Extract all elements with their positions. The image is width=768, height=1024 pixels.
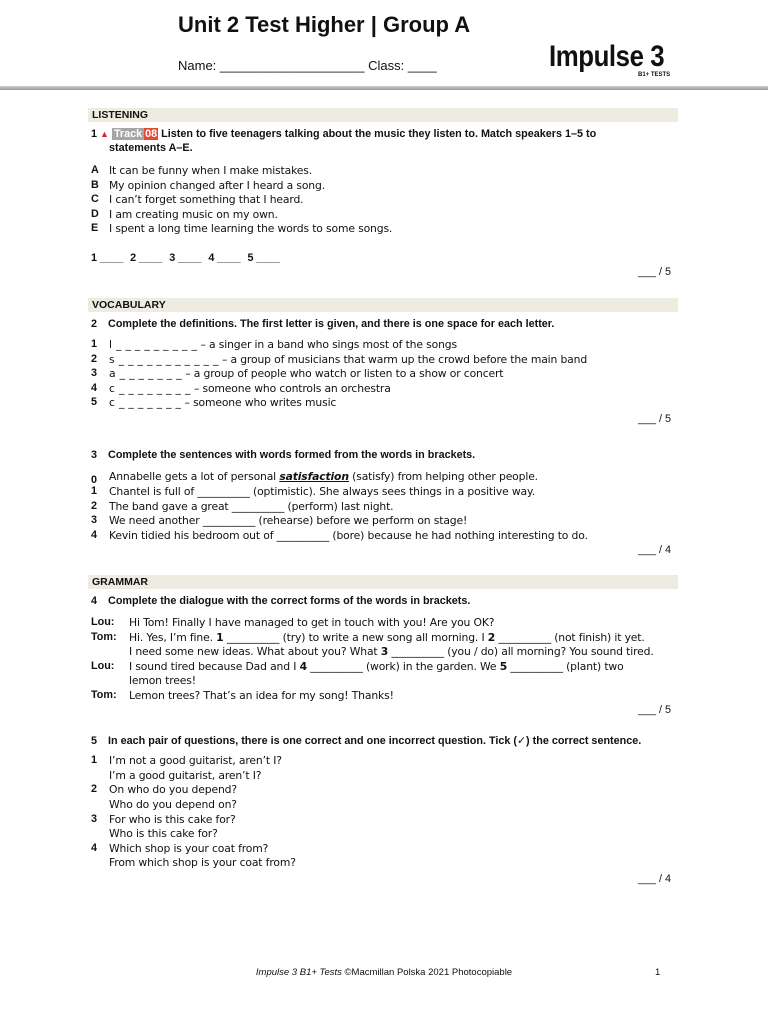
dialogue-text: lemon trees! — [129, 674, 196, 688]
item-number: 4 — [91, 841, 98, 854]
item-number: 1 — [91, 338, 98, 350]
item-number: 0 — [91, 474, 98, 486]
word-blank: c _ _ _ _ _ _ _ _ — [109, 381, 191, 395]
gap-number: 2 — [487, 630, 496, 644]
definition: – a group of people who watch or listen to a show or concert — [181, 367, 504, 381]
question-1-instruction-cont: statements A–E. — [109, 142, 193, 154]
grammar-section-bar — [88, 575, 678, 589]
definition: – a group of musicians that warm up the crowd before the main band — [218, 352, 588, 366]
instruction-text: In each pair of questions, there is one correct and one incorrect question. Tick (✓) the correct sentence. — [108, 735, 642, 747]
definition-text — [109, 382, 391, 395]
dialogue-text: I sound tired because Dad and I 4 __________ (work) in the garden. We 5 __________ (plant) two — [129, 659, 624, 673]
option-b: Who is this cake for? — [109, 827, 218, 841]
question-number: 3 — [91, 449, 98, 461]
item-number: 3 — [91, 514, 98, 527]
option-a: On who do you depend? — [109, 783, 237, 797]
grammar-q5-score: ___ / 4 — [638, 873, 672, 885]
speaker: Tom: — [91, 630, 117, 643]
statement-text: I can’t forget something that I heard. — [109, 193, 304, 207]
example-text: Annabelle gets a lot of personal satisfaction (satisfy) from helping other people. — [109, 470, 538, 483]
example-answer: satisfaction — [279, 470, 349, 483]
vocabulary-section-label: VOCABULARY — [92, 299, 166, 311]
vocabulary-section-bar — [88, 298, 678, 312]
statement-letter: C — [91, 193, 99, 206]
gap-number: 1 — [216, 630, 224, 644]
item-number: 2 — [91, 352, 98, 365]
listening-answer-line — [91, 252, 287, 264]
definition-text — [109, 353, 587, 366]
speaker: Lou: — [91, 659, 115, 672]
item-number: 4 — [91, 528, 98, 541]
instruction-text: Complete the definitions. The first letter is given, and there is one space for each letter. — [108, 318, 555, 330]
option-b: I’m a good guitarist, aren’t I? — [109, 768, 262, 782]
option-b: Who do you depend on? — [109, 797, 237, 811]
speaker: Lou: — [91, 616, 115, 628]
speaker: Tom: — [91, 689, 117, 701]
question-5-instruction — [91, 734, 641, 747]
dialogue-text: Lemon trees? That’s an idea for my song! Thanks! — [129, 689, 394, 702]
answer-slot: 3 ____ — [169, 252, 202, 264]
track-number: 08 — [145, 128, 158, 140]
statement-letter: B — [91, 178, 99, 191]
vocabulary-q3-score: ___ / 4 — [638, 544, 672, 556]
statement-text: I spent a long time learning the words to some songs. — [109, 222, 393, 236]
sentence-text: Kevin tidied his bedroom out of __________ (bore) because he had nothing interesting to do. — [109, 528, 588, 542]
item-number: 3 — [91, 367, 98, 380]
statement-text: I am creating music on my own. — [109, 207, 278, 221]
page-number: 1 — [655, 967, 661, 978]
item-number: 2 — [91, 783, 98, 796]
sentence-text: Chantel is full of __________ (optimistic). She always sees things in a positive way. — [109, 485, 535, 498]
sentence-text: We need another __________ (rehearse) before we perform on stage! — [109, 514, 468, 528]
answer-slot: 2 ____ — [130, 252, 163, 264]
item-number: 5 — [91, 396, 98, 409]
question-number: 5 — [91, 735, 98, 747]
question-number: 2 — [91, 318, 98, 330]
gap-number: 4 — [299, 659, 307, 673]
audio-track-icon: ▲ — [100, 129, 109, 139]
brand-logo: Impulse 3 — [549, 40, 665, 73]
name-class-line: Name: ____________________ Class: ____ — [178, 58, 437, 73]
question-3-instruction — [91, 449, 475, 461]
definition: – a singer in a band who sings most of the songs — [197, 338, 457, 351]
definition-text — [109, 367, 503, 380]
item-number: 1 — [91, 485, 98, 497]
instruction-text: Complete the sentences with words formed from the words in brackets. — [108, 449, 476, 461]
listening-section-label: LISTENING — [92, 109, 149, 121]
item-number: 4 — [91, 381, 98, 394]
dialogue-text: Hi Tom! Finally I have managed to get in touch with you! Are you OK? — [129, 616, 495, 629]
definition-text — [109, 338, 457, 351]
listening-section-bar — [88, 108, 678, 122]
grammar-q4-score: ___ / 5 — [638, 704, 672, 716]
page-title: Unit 2 Test Higher | Group A — [178, 12, 471, 37]
page-footer: Impulse 3 B1+ Tests ©Macmillan Polska 2021 Photocopiable — [255, 967, 513, 978]
definition: – someone who controls an orchestra — [190, 381, 391, 395]
answer-slot: 5 ____ — [247, 252, 280, 264]
option-a: I’m not a good guitarist, aren’t I? — [109, 754, 282, 767]
option-a: For who is this cake for? — [109, 812, 236, 826]
question-2-instruction — [91, 318, 554, 330]
gap-number: 3 — [380, 645, 389, 659]
definition: – someone who writes music — [181, 396, 337, 410]
answer-slot: 4 ____ — [208, 252, 241, 264]
question-number: 4 — [91, 595, 98, 607]
option-b: From which shop is your coat from? — [109, 856, 296, 870]
statement-text: My opinion changed after I heard a song. — [109, 178, 325, 192]
definition-text — [109, 396, 336, 409]
dialogue-text: Hi. Yes, I’m fine. 1 __________ (try) to write a new song all morning. I 2 __________ (not finish) it yet. — [129, 630, 645, 644]
item-number: 1 — [91, 754, 98, 766]
option-a: Which shop is your coat from? — [109, 841, 269, 855]
question-number: 1 — [91, 128, 98, 140]
item-number: 3 — [91, 812, 98, 825]
question-4-instruction — [91, 595, 470, 607]
instruction-text: Listen to five teenagers talking about the music they listen to. Match speakers 1–5 to — [161, 128, 597, 140]
vocabulary-q2-score: ___ / 5 — [638, 413, 672, 425]
word-blank: s _ _ _ _ _ _ _ _ _ _ _ — [109, 352, 219, 366]
word-blank: c _ _ _ _ _ _ _ — [109, 396, 182, 410]
header-divider — [0, 86, 768, 90]
statement-letter: A — [91, 164, 99, 176]
brand-subtitle: B1+ TESTS — [638, 72, 671, 78]
grammar-section-label: GRAMMAR — [92, 576, 148, 588]
question-1-instruction — [91, 128, 596, 140]
item-number: 2 — [91, 499, 98, 512]
listening-score: ___ / 5 — [638, 266, 672, 278]
gap-number: 5 — [499, 659, 508, 673]
instruction-text: Complete the dialogue with the correct forms of the words in brackets. — [108, 595, 471, 607]
word-blank: l _ _ _ _ _ _ _ _ _ — [109, 338, 198, 351]
answer-slot: 1 ____ — [91, 252, 124, 264]
word-blank: a _ _ _ _ _ _ _ — [109, 367, 182, 381]
dialogue-text: I need some new ideas. What about you? What 3 __________ (you / do) all morning? You sound tired. — [129, 645, 654, 659]
sentence-text: The band gave a great __________ (perform) last night. — [109, 499, 394, 513]
statement-letter: D — [91, 207, 99, 220]
track-label: Track — [113, 128, 143, 140]
statement-letter: E — [91, 222, 99, 235]
statement-text: It can be funny when I make mistakes. — [109, 164, 313, 177]
